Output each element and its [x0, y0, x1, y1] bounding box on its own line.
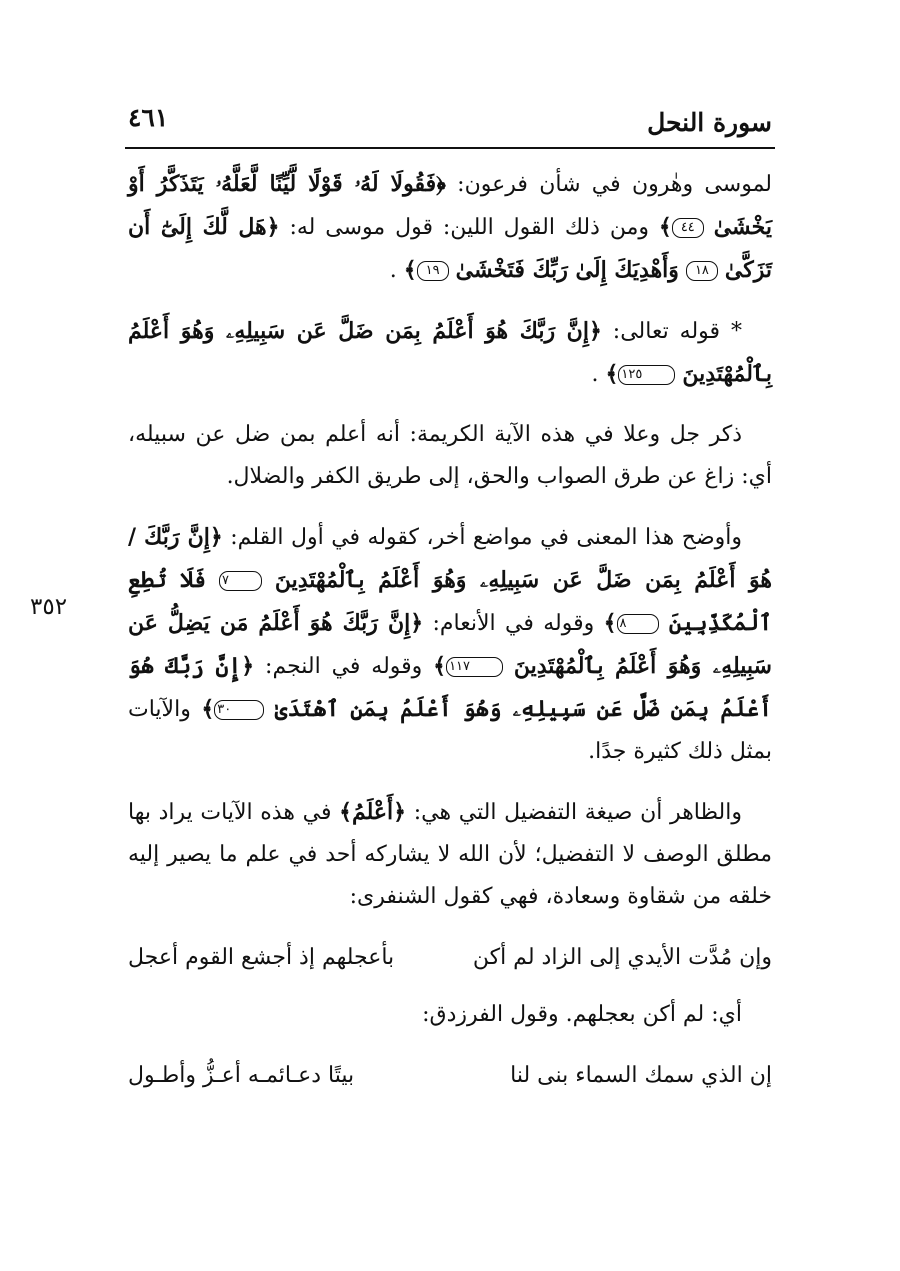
ayah-number-badge: ١٢٥	[618, 365, 675, 385]
quran-verse: فَلَا تُطِعِ ٱلْمُكَذِّبِينَ	[128, 567, 772, 636]
quran-word: أَعْلَمُ	[352, 799, 394, 825]
poem-second-hemistich: بيتًا دعـائمـه أعـزُّ وأطـول	[128, 1063, 355, 1088]
paragraph-3: ذكر جل وعلا في هذه الآية الكريمة: أنه أعلم بمن ضل عن سبيله، أي: زاغ عن طرق الصواب والحق، إلى طريق الكفر والضلال.	[128, 422, 772, 489]
ornate-bracket-close: ﴾	[201, 696, 215, 722]
text: في هذه الآيات يراد بها مطلق الوصف لا التفضيل؛ لأن الله لا يشاركه أحد في علم ما يصير إليه خلقه من شقاوة وسعادة، فهي كقول الشنفرى:	[128, 800, 772, 909]
ayah-number-badge: ٣٠	[214, 700, 264, 720]
ornate-bracket-close: ﴾	[605, 361, 619, 387]
ornate-bracket-open: ﴿	[393, 799, 407, 825]
poetry-verse-farazdaq	[128, 1054, 772, 1098]
star-marker: *	[720, 319, 742, 344]
quran-verse: هَل لَّكَ إِلَىٰٓ أَن تَزَكَّىٰ	[128, 214, 772, 283]
text: والظاهر أن صيغة التفضيل التي هي:	[406, 800, 742, 825]
page-body	[128, 163, 772, 1112]
text: لموسى وهٰرون في شأن فرعون:	[445, 172, 772, 197]
ornate-bracket-open: ﴿	[410, 610, 424, 636]
paragraph-5	[128, 791, 772, 918]
paragraph-1	[128, 163, 772, 292]
paragraph-2	[128, 310, 772, 396]
poetry-verse-shanfara	[128, 936, 772, 980]
margin-page-reference: ٣٥٢	[30, 594, 68, 620]
ornate-bracket-close: ﴾	[403, 257, 417, 283]
poem-second-hemistich: بأعجلهم إذ أجشع القوم أعجل	[128, 945, 395, 970]
ayah-number-badge: ١٩	[417, 261, 449, 281]
ornate-bracket-close: ﴾	[433, 653, 447, 679]
text: وأوضح هذا المعنى في مواضع أخر، كقوله في أول القلم:	[222, 525, 742, 550]
ornate-bracket-open: ﴿	[209, 524, 223, 550]
ornate-bracket-close: ﴾	[603, 610, 617, 636]
ornate-bracket-open: ﴿	[241, 653, 255, 679]
ornate-bracket-open: ﴿	[588, 318, 602, 344]
quran-verse: فَقُولَا لَهُۥ قَوْلًا لَّيِّنًا لَّعَلَّهُۥ يَتَذَكَّرُ أَوْ يَخْشَىٰ	[128, 171, 773, 240]
ayah-number-badge: ١٨	[686, 261, 718, 281]
text: .	[389, 258, 404, 283]
quran-verse: إِنَّ رَبَّكَ هُوَ أَعْلَمُ مَن يَضِلُّ عَن سَبِيلِهِۦ وَهُوَ أَعْلَمُ بِٱلْمُهْتَدِينَ	[128, 610, 772, 679]
text: قوله تعالى:	[601, 319, 721, 344]
paragraph-4	[128, 516, 772, 773]
quran-verse: وَأَهْدِيَكَ إِلَىٰ رَبِّكَ فَتَخْشَىٰ	[455, 257, 679, 283]
text: .	[591, 362, 606, 387]
ornate-bracket-close: ﴾	[658, 214, 672, 240]
quran-verse: إِنَّ رَبَّكَ هُوَ أَعْلَمُ بِمَن ضَلَّ عَن سَبِيلِهِۦ وَهُوَ أَعْلَمُ بِٱلْمُهْتَدِينَ	[128, 318, 772, 387]
ornate-bracket-close: ﴾	[339, 799, 352, 825]
quran-verse: إِنَّ رَبَّكَ / هُوَ أَعْلَمُ بِمَن ضَلَّ عَن سَبِيلِهِۦ وَهُوَ أَعْلَمُ بِٱلْمُهْتَدِينَ	[128, 524, 772, 593]
paragraph-6: أي: لم أكن بعجلهم. وقول الفرزدق:	[422, 1002, 742, 1027]
page-number: ٤٦١	[128, 103, 169, 132]
text: ومن ذلك القول اللين: قول موسى له:	[279, 215, 659, 240]
surah-title: سورة النحل	[647, 108, 772, 137]
poem-first-hemistich: وإن مُدَّت الأيدي إلى الزاد لم أكن	[472, 945, 772, 970]
header-rule	[125, 147, 775, 149]
text: وقوله في النجم:	[254, 654, 434, 679]
ayah-number-badge: ٧	[219, 571, 262, 591]
text: وقوله في الأنعام:	[423, 611, 604, 636]
ayah-number-badge: ٤٤	[672, 218, 704, 238]
text: والآيات بمثل ذلك كثيرة جدًا.	[128, 697, 772, 764]
ayah-number-badge: ١١٧	[446, 657, 503, 677]
quran-verse: إِنَّ رَبَّكَ هُوَ أَعْلَمُ بِمَن ضَلَّ عَن سَبِيلِهِۦ وَهُوَ أَعْلَمُ بِمَنِ ٱهْتَدَىٰ	[128, 653, 772, 722]
poem-first-hemistich: إن الذي سمك السماء بنى لنا	[510, 1063, 772, 1088]
ayah-number-badge: ٨	[617, 614, 660, 634]
ornate-bracket-open: ﴿	[266, 214, 280, 240]
ornate-bracket-open: ﴿	[436, 171, 446, 197]
